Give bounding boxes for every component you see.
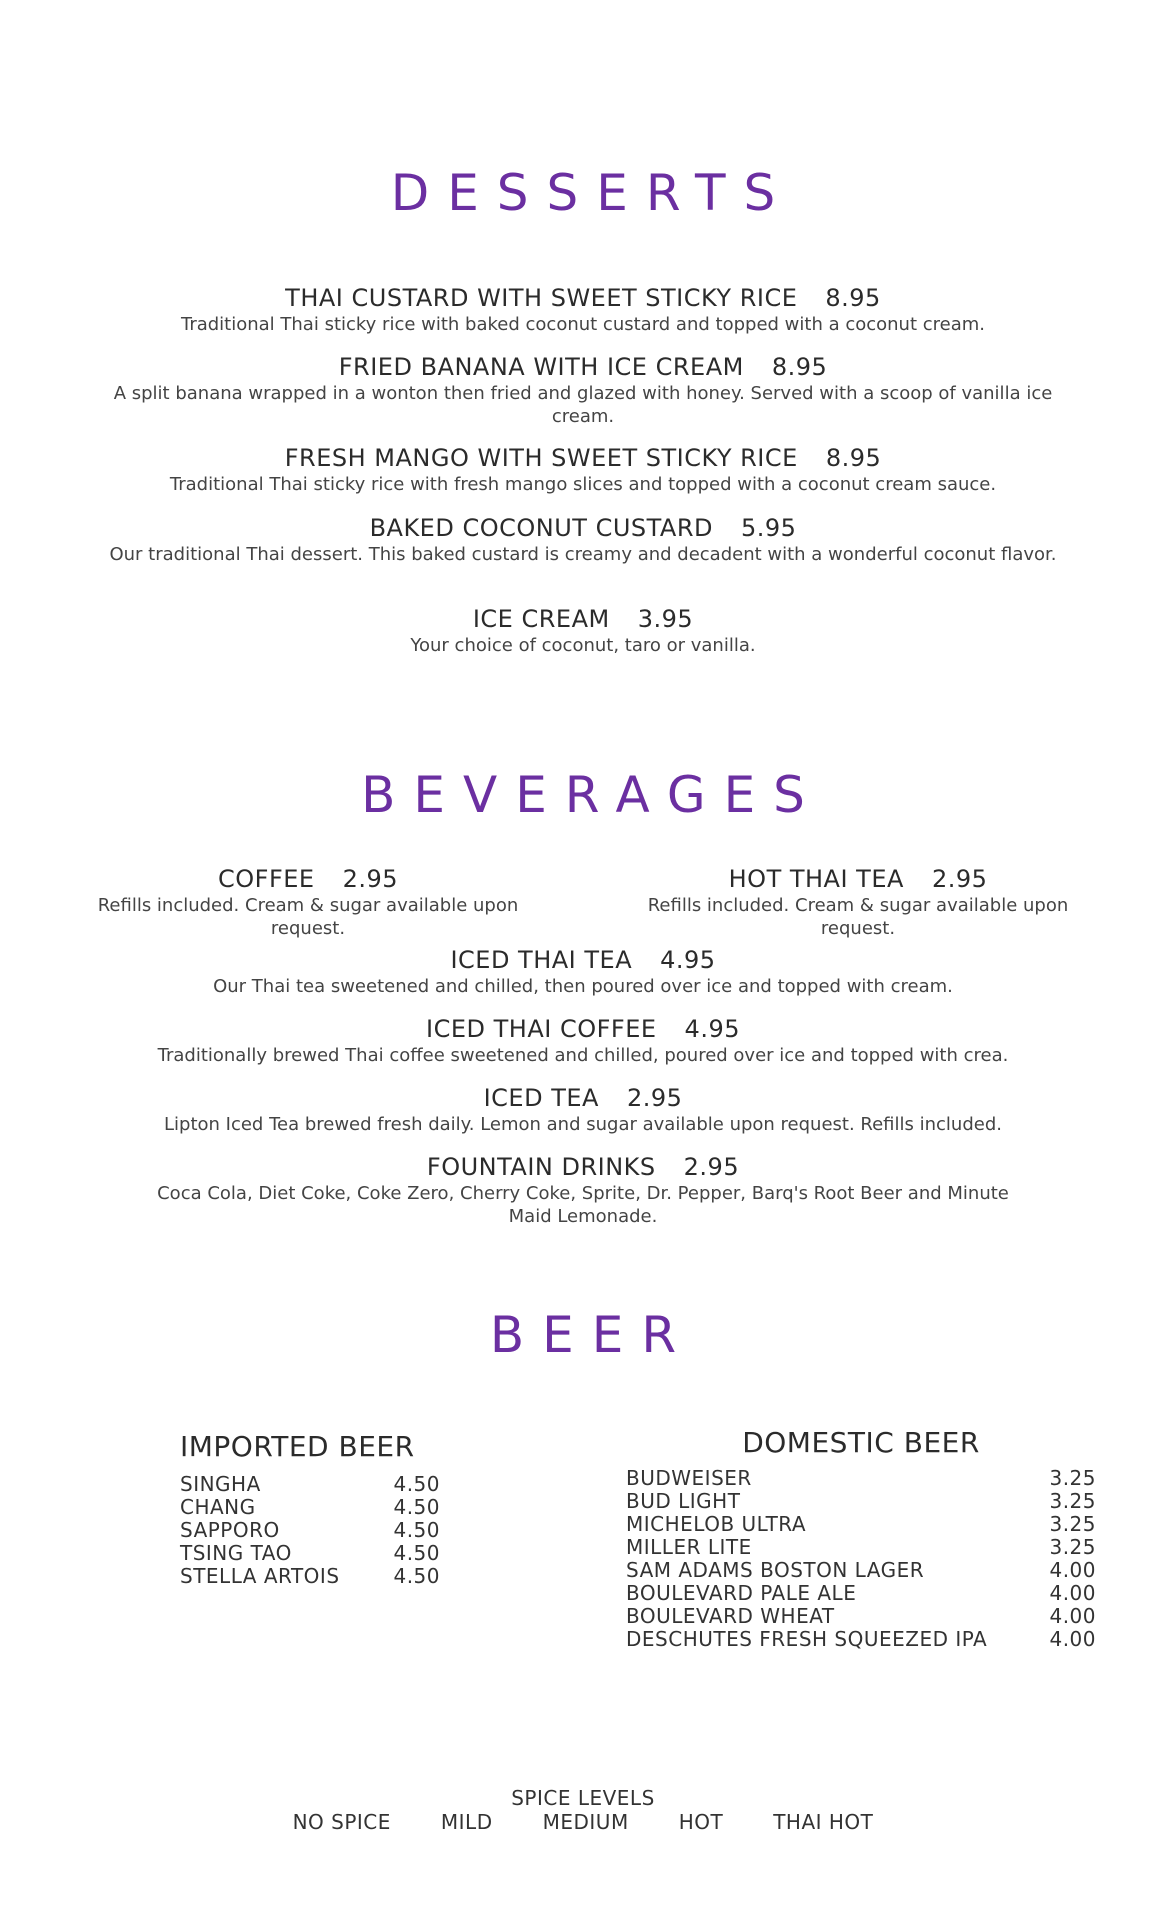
beverage-name: ICED TEA xyxy=(483,1084,599,1112)
domestic-beer-heading: DOMESTIC BEER xyxy=(742,1426,980,1459)
beer-price: 4.50 xyxy=(393,1518,440,1542)
beer-name: BOULEVARD WHEAT xyxy=(626,1604,835,1628)
beverage-name: FOUNTAIN DRINKS xyxy=(426,1153,656,1181)
list-item xyxy=(626,1559,1096,1582)
list-item xyxy=(180,1496,440,1519)
beer-name: DESCHUTES FRESH SQUEEZED IPA xyxy=(626,1627,988,1651)
dessert-item xyxy=(0,283,1166,336)
beverage-item xyxy=(0,945,1166,998)
beer-price: 4.00 xyxy=(1049,1558,1096,1582)
beer-price: 4.50 xyxy=(393,1495,440,1519)
beer-price: 4.00 xyxy=(1049,1581,1096,1605)
beverage-desc: Refills included. Cream & sugar available upon request. xyxy=(97,895,519,939)
beer-name: TSING TAO xyxy=(180,1541,292,1565)
dessert-price: 8.95 xyxy=(771,353,828,381)
dessert-desc: A split banana wrapped in a wonton then fried and glazed with honey. Served with a scoop of vanilla ice cream. xyxy=(113,383,1053,427)
list-item xyxy=(180,1542,440,1565)
beer-name: BUDWEISER xyxy=(626,1466,752,1490)
spice-level: MEDIUM xyxy=(542,1810,629,1834)
beer-price: 4.00 xyxy=(1049,1604,1096,1628)
beverage-desc: Refills included. Cream & sugar available upon request. xyxy=(647,895,1069,939)
list-item xyxy=(180,1565,440,1588)
beer-price: 4.50 xyxy=(393,1472,440,1496)
beverage-name: COFFEE xyxy=(217,865,315,893)
beer-name: SAPPORO xyxy=(180,1518,280,1542)
list-item xyxy=(180,1473,440,1496)
dessert-name: BAKED COCONUT CUSTARD xyxy=(369,514,713,542)
dessert-name: ICE CREAM xyxy=(472,605,610,633)
dessert-name: FRIED BANANA WITH ICE CREAM xyxy=(338,353,744,381)
dessert-desc: Traditional Thai sticky rice with fresh mango slices and topped with a coconut cream sauce. xyxy=(169,474,997,495)
beverage-desc: Lipton Iced Tea brewed fresh daily. Lemon and sugar available upon request. Refills included. xyxy=(163,1114,1002,1135)
spice-levels xyxy=(0,1786,1166,1834)
list-item xyxy=(626,1513,1096,1536)
spice-levels-heading: SPICE LEVELS xyxy=(511,1786,655,1810)
beer-price: 3.25 xyxy=(1049,1512,1096,1536)
dessert-name: FRESH MANGO WITH SWEET STICKY RICE xyxy=(284,444,798,472)
dessert-price: 8.95 xyxy=(825,284,881,312)
dessert-price: 8.95 xyxy=(825,444,882,472)
beverage-item xyxy=(0,1083,1166,1136)
desserts-title: DESSERTS xyxy=(390,164,794,222)
beer-price: 4.50 xyxy=(393,1541,440,1565)
spice-level: HOT xyxy=(678,1810,724,1834)
spice-level: MILD xyxy=(440,1810,493,1834)
beverage-desc: Traditionally brewed Thai coffee sweetened and chilled, poured over ice and topped with crea. xyxy=(157,1045,1009,1066)
spice-level: THAI HOT xyxy=(773,1810,874,1834)
beer-price: 3.25 xyxy=(1049,1489,1096,1513)
beverage-item-coffee xyxy=(68,864,548,940)
beverage-name: ICED THAI COFFEE xyxy=(426,1015,657,1043)
beverage-price: 2.95 xyxy=(342,865,399,893)
dessert-item xyxy=(0,513,1166,566)
list-item xyxy=(180,1519,440,1542)
beverage-price: 2.95 xyxy=(626,1084,683,1112)
beer-name: SAM ADAMS BOSTON LAGER xyxy=(626,1558,925,1582)
dessert-item xyxy=(0,443,1166,496)
dessert-item xyxy=(0,604,1166,657)
beverage-price: 2.95 xyxy=(683,1153,740,1181)
beverage-item-hot-thai-tea xyxy=(618,864,1098,940)
beer-price: 4.50 xyxy=(393,1564,440,1588)
spice-level: NO SPICE xyxy=(292,1810,391,1834)
dessert-desc: Traditional Thai sticky rice with baked coconut custard and topped with a coconut cream. xyxy=(180,314,986,335)
beverage-name: HOT THAI TEA xyxy=(728,865,904,893)
dessert-name: THAI CUSTARD WITH SWEET STICKY RICE xyxy=(285,284,798,312)
domestic-beer-list xyxy=(626,1426,1096,1651)
beer-name: BOULEVARD PALE ALE xyxy=(626,1581,857,1605)
beverages-title: BEVERAGES xyxy=(361,766,823,824)
beer-name: SINGHA xyxy=(180,1472,261,1496)
beverage-name: ICED THAI TEA xyxy=(450,946,633,974)
imported-beer-list xyxy=(180,1430,440,1588)
list-item xyxy=(626,1628,1096,1651)
beer-name: MICHELOB ULTRA xyxy=(626,1512,807,1536)
beer-title: BEER xyxy=(489,1306,695,1364)
beverage-desc: Our Thai tea sweetened and chilled, then poured over ice and topped with cream. xyxy=(213,976,953,997)
beer-price: 3.25 xyxy=(1049,1466,1096,1490)
beverage-item xyxy=(0,1014,1166,1067)
beer-price: 3.25 xyxy=(1049,1535,1096,1559)
beverage-price: 4.95 xyxy=(684,1015,740,1043)
dessert-desc: Your choice of coconut, taro or vanilla. xyxy=(410,635,756,656)
list-item xyxy=(626,1605,1096,1628)
list-item xyxy=(626,1536,1096,1559)
beer-name: MILLER LITE xyxy=(626,1535,752,1559)
list-item xyxy=(626,1467,1096,1490)
imported-beer-heading: IMPORTED BEER xyxy=(180,1430,415,1463)
beer-name: BUD LIGHT xyxy=(626,1489,741,1513)
dessert-item xyxy=(0,352,1166,428)
list-item xyxy=(626,1582,1096,1605)
beverage-price: 2.95 xyxy=(931,865,988,893)
dessert-price: 3.95 xyxy=(637,605,694,633)
beverage-price: 4.95 xyxy=(660,946,716,974)
list-item xyxy=(626,1490,1096,1513)
dessert-price: 5.95 xyxy=(741,514,797,542)
beer-price: 4.00 xyxy=(1049,1627,1096,1651)
beverage-item xyxy=(0,1152,1166,1228)
beer-name: CHANG xyxy=(180,1495,256,1519)
beer-name: STELLA ARTOIS xyxy=(180,1564,340,1588)
beverage-desc: Coca Cola, Diet Coke, Coke Zero, Cherry Coke, Sprite, Dr. Pepper, Barq's Root Beer and Minute Maid Lemonade. xyxy=(157,1183,1009,1227)
dessert-desc: Our traditional Thai dessert. This baked custard is creamy and decadent with a wonderful coconut flavor. xyxy=(109,544,1057,565)
